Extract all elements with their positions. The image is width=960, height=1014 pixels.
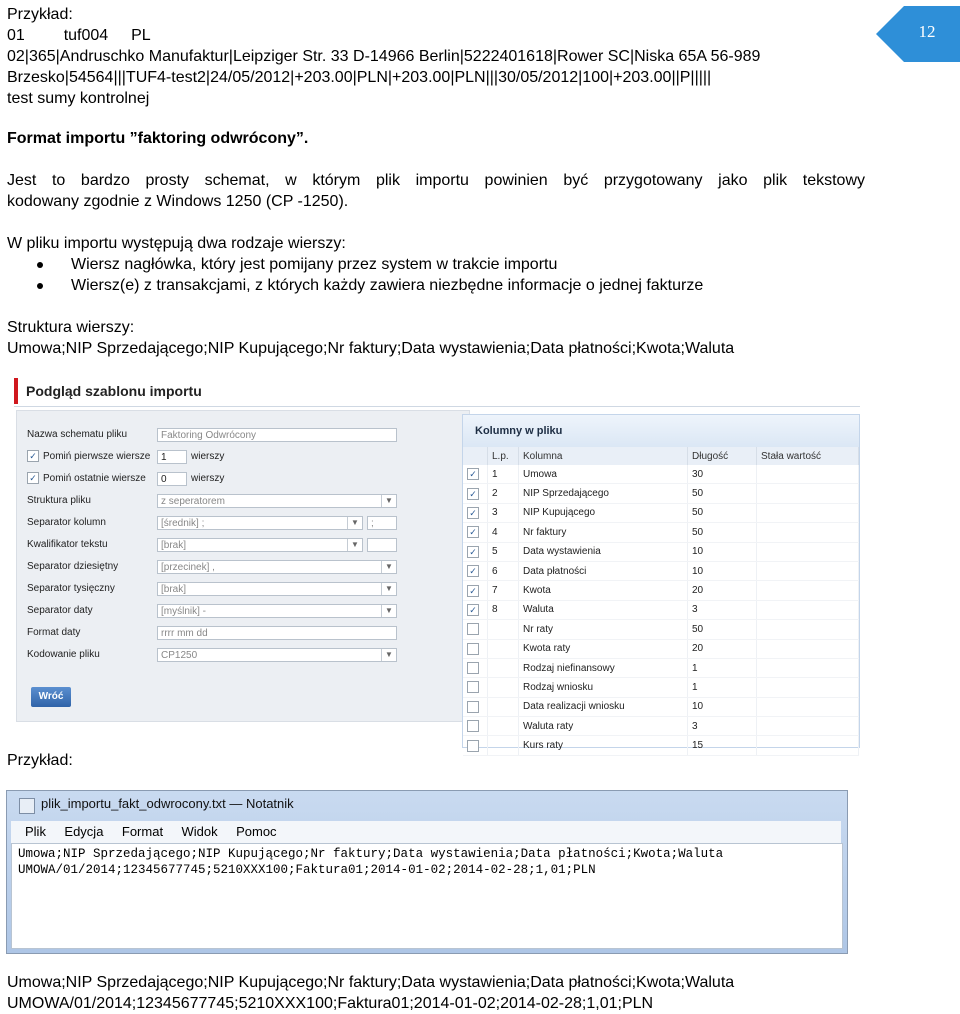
row-length: 1 xyxy=(688,678,757,697)
row-lp: 3 xyxy=(488,503,519,522)
table-row[interactable] xyxy=(463,600,859,619)
row-checkbox[interactable] xyxy=(467,623,479,635)
row-lp xyxy=(488,736,519,755)
notepad-titlebar[interactable] xyxy=(7,791,847,819)
select-value: CP1250 xyxy=(161,650,198,661)
table-row[interactable] xyxy=(463,523,859,542)
notepad-window xyxy=(6,790,848,954)
footer-header-line: Umowa;NIP Sprzedającego;NIP Kupującego;Nr faktury;Data wystawienia;Data płatności;Kwota;Waluta xyxy=(7,974,735,991)
row-lp: 4 xyxy=(488,523,519,542)
file-structure-select[interactable] xyxy=(157,494,397,508)
row-checkbox-cell xyxy=(463,658,488,677)
field-label: Kodowanie pliku xyxy=(27,649,100,660)
row-checkbox-cell xyxy=(463,717,488,736)
table-row[interactable] xyxy=(463,678,859,697)
row-fixed-value xyxy=(757,736,859,755)
row-column-name: Waluta xyxy=(519,600,688,619)
chevron-down-icon[interactable]: ▼ xyxy=(381,605,396,617)
row-checkbox-cell xyxy=(463,465,488,484)
row-checkbox-cell xyxy=(463,697,488,716)
skip-first-suffix: wierszy xyxy=(191,451,225,462)
intro-line-1: Jest to bardzo prosty schemat, w którym plik importu powinien być przygotowany jako plik tekstowy xyxy=(7,172,865,189)
row-length: 50 xyxy=(688,523,757,542)
row-checkbox-cell xyxy=(463,561,488,580)
row-checkbox[interactable]: ✓ xyxy=(467,585,479,597)
row-checkbox-cell xyxy=(463,484,488,503)
column-header: Długość xyxy=(688,447,757,465)
date-format-input[interactable]: rrrr mm dd xyxy=(157,626,397,640)
column-separator-select[interactable] xyxy=(157,516,363,530)
row-column-name: Kurs raty xyxy=(519,736,688,755)
notepad-menubar xyxy=(11,821,841,843)
example-label: Przykład: xyxy=(7,752,73,769)
notepad-line: UMOWA/01/2014;12345677745;5210XXX100;Faktura01;2014-01-02;2014-02-28;1,01;PLN xyxy=(18,863,596,877)
table-row[interactable] xyxy=(463,561,859,580)
row-fixed-value xyxy=(757,561,859,580)
table-row[interactable] xyxy=(463,736,859,755)
row-length: 20 xyxy=(688,581,757,600)
row-checkbox-cell xyxy=(463,503,488,522)
row-checkbox[interactable]: ✓ xyxy=(467,507,479,519)
row-checkbox[interactable] xyxy=(467,701,479,713)
row-length: 50 xyxy=(688,620,757,639)
row-column-name: Rodzaj niefinansowy xyxy=(519,658,688,677)
column-header: Kolumna xyxy=(519,447,688,465)
row-fixed-value xyxy=(757,581,859,600)
row-checkbox[interactable]: ✓ xyxy=(467,468,479,480)
list-item: Wiersz(e) z transakcjami, z których każdy zawiera niezbędne informacje o jednej fakturze xyxy=(7,275,703,296)
row-column-name: NIP Kupującego xyxy=(519,503,688,522)
row-checkbox[interactable]: ✓ xyxy=(467,488,479,500)
row-lp xyxy=(488,678,519,697)
row-checkbox[interactable] xyxy=(467,662,479,674)
table-row[interactable] xyxy=(463,542,859,561)
columns-table-body xyxy=(463,465,859,755)
list-item: Wiersz nagłówka, który jest pomijany przez system w trakcie importu xyxy=(7,254,703,275)
template-form xyxy=(16,410,470,722)
column-header: Stała wartość xyxy=(757,447,859,465)
field-label: Separator tysięczny xyxy=(27,583,115,594)
section-title: Format importu ”faktoring odwrócony”. xyxy=(7,130,309,147)
chevron-down-icon[interactable]: ▼ xyxy=(381,561,396,573)
select-value: [myślnik] - xyxy=(161,606,206,617)
row-length: 1 xyxy=(688,658,757,677)
text-qualifier-custom[interactable] xyxy=(367,538,397,552)
menu-item-edit[interactable]: Edycja xyxy=(64,824,104,839)
checkbox-header xyxy=(463,447,488,465)
row-checkbox[interactable] xyxy=(467,740,479,752)
row-length: 30 xyxy=(688,465,757,484)
example-line-checksum: test sumy kontrolnej xyxy=(7,90,150,107)
table-row[interactable] xyxy=(463,581,859,600)
row-column-name: NIP Sprzedającego xyxy=(519,484,688,503)
row-length: 50 xyxy=(688,503,757,522)
field-label: Separator kolumn xyxy=(27,517,106,528)
example-label-top: Przykład: xyxy=(7,6,73,23)
chevron-down-icon[interactable]: ▼ xyxy=(381,583,396,595)
record-type-01: 01 xyxy=(7,27,25,44)
notepad-line: Umowa;NIP Sprzedającego;NIP Kupującego;Nr faktury;Data wystawienia;Data płatności;Kwota;Waluta xyxy=(18,847,724,861)
row-lp: 1 xyxy=(488,465,519,484)
chevron-down-icon[interactable]: ▼ xyxy=(347,539,362,551)
row-fixed-value xyxy=(757,465,859,484)
preview-title: Podgląd szablonu importu xyxy=(14,378,202,404)
row-fixed-value xyxy=(757,697,859,716)
menu-item-view[interactable]: Widok xyxy=(181,824,218,839)
intro-line-2: kodowany zgodnie z Windows 1250 (CP -1250). xyxy=(7,193,349,210)
row-fixed-value xyxy=(757,678,859,697)
row-fixed-value xyxy=(757,658,859,677)
table-row[interactable] xyxy=(463,697,859,716)
select-value: [brak] xyxy=(161,584,187,595)
select-value: [średnik] ; xyxy=(161,518,205,529)
skip-last-row xyxy=(27,471,146,487)
row-column-name: Kwota xyxy=(519,581,688,600)
table-row[interactable] xyxy=(463,658,859,677)
row-column-name: Umowa xyxy=(519,465,688,484)
example-line-01 xyxy=(7,25,151,46)
select-value: z seperatorem xyxy=(161,496,225,507)
skip-first-row xyxy=(27,449,150,465)
record-country: PL xyxy=(131,27,151,44)
row-fixed-value xyxy=(757,620,859,639)
rows-intro: W pliku importu występują dwa rodzaje wierszy: xyxy=(7,235,346,252)
row-fixed-value xyxy=(757,717,859,736)
row-checkbox[interactable]: ✓ xyxy=(467,546,479,558)
row-checkbox[interactable]: ✓ xyxy=(467,526,479,538)
columns-table xyxy=(463,447,859,756)
row-lp: 6 xyxy=(488,561,519,580)
example-line-02: 02|365|Andruschko Manufaktur|Leipziger Str. 33 D-14966 Berlin|5222401618|Rower SC|Niska 65A 56-989 xyxy=(7,48,761,65)
row-checkbox[interactable] xyxy=(467,681,479,693)
row-lp: 7 xyxy=(488,581,519,600)
row-length: 10 xyxy=(688,697,757,716)
row-column-name: Nr raty xyxy=(519,620,688,639)
field-label: Struktura pliku xyxy=(27,495,91,506)
column-separator-custom[interactable]: ; xyxy=(367,516,397,530)
select-value: [przecinek] , xyxy=(161,562,215,573)
field-label: Separator daty xyxy=(27,605,93,616)
field-label: Format daty xyxy=(27,627,81,638)
example-line-02-cont: Brzesko|54564|||TUF4-test2|24/05/2012|+203.00|PLN|+203.00|PLN|||30/05/2012|100|+203.00||P||||| xyxy=(7,69,712,86)
encoding-select[interactable] xyxy=(157,648,397,662)
row-column-name: Waluta raty xyxy=(519,717,688,736)
footer-data-line: UMOWA/01/2014;12345677745;5210XXX100;Faktura01;2014-01-02;2014-02-28;1,01;PLN xyxy=(7,995,654,1012)
row-length: 10 xyxy=(688,542,757,561)
field-label: Kwalifikator tekstu xyxy=(27,539,108,550)
notepad-title: plik_importu_fakt_odwrocony.txt — Notatnik xyxy=(41,796,294,811)
row-column-name: Data wystawienia xyxy=(519,542,688,561)
row-lp: 2 xyxy=(488,484,519,503)
row-column-name: Data realizacji wniosku xyxy=(519,697,688,716)
skip-first-input[interactable]: 1 xyxy=(157,450,187,464)
row-length: 20 xyxy=(688,639,757,658)
skip-last-checkbox[interactable]: ✓ xyxy=(27,472,39,484)
columns-panel xyxy=(462,414,860,752)
row-length: 3 xyxy=(688,717,757,736)
row-fixed-value xyxy=(757,503,859,522)
preview-divider xyxy=(14,406,860,407)
row-lp: 8 xyxy=(488,600,519,619)
row-checkbox[interactable] xyxy=(467,643,479,655)
row-fixed-value xyxy=(757,600,859,619)
row-checkbox-cell xyxy=(463,736,488,755)
row-checkbox[interactable] xyxy=(467,720,479,732)
row-checkbox-cell xyxy=(463,620,488,639)
row-checkbox-cell xyxy=(463,542,488,561)
table-row[interactable] xyxy=(463,717,859,736)
date-separator-select[interactable] xyxy=(157,604,397,618)
row-fixed-value xyxy=(757,484,859,503)
row-checkbox-cell xyxy=(463,639,488,658)
text-qualifier-select[interactable] xyxy=(157,538,363,552)
row-column-name: Kwota raty xyxy=(519,639,688,658)
row-checkbox-cell xyxy=(463,523,488,542)
record-id: tuf004 xyxy=(63,27,109,44)
notepad-icon xyxy=(19,798,35,814)
row-lp xyxy=(488,697,519,716)
chevron-down-icon[interactable]: ▼ xyxy=(381,649,396,661)
row-column-name: Rodzaj wniosku xyxy=(519,678,688,697)
select-value: [brak] xyxy=(161,540,187,551)
row-types-list xyxy=(7,254,703,296)
field-label: Nazwa schematu pliku xyxy=(27,429,128,440)
row-length: 15 xyxy=(688,736,757,755)
row-checkbox-cell xyxy=(463,678,488,697)
notepad-text-area[interactable] xyxy=(11,843,843,949)
row-length: 3 xyxy=(688,600,757,619)
row-lp xyxy=(488,620,519,639)
field-label: Pomiń pierwsze wiersze xyxy=(43,451,151,462)
page-number: 12 xyxy=(918,22,936,41)
table-row[interactable] xyxy=(463,484,859,503)
row-fixed-value xyxy=(757,523,859,542)
menu-item-format[interactable]: Format xyxy=(121,824,164,839)
column-header: L.p. xyxy=(488,447,519,465)
row-lp xyxy=(488,658,519,677)
row-length: 10 xyxy=(688,561,757,580)
chevron-down-icon[interactable]: ▼ xyxy=(381,495,396,507)
row-lp: 5 xyxy=(488,542,519,561)
row-fixed-value xyxy=(757,639,859,658)
row-checkbox-cell xyxy=(463,581,488,600)
row-checkbox-cell xyxy=(463,600,488,619)
table-row[interactable] xyxy=(463,639,859,658)
skip-last-input[interactable]: 0 xyxy=(157,472,187,486)
field-label: Pomiń ostatnie wiersze xyxy=(43,473,146,484)
field-label: Separator dziesiętny xyxy=(27,561,119,572)
table-row[interactable] xyxy=(463,465,859,484)
back-button[interactable]: Wróć xyxy=(31,687,71,707)
template-preview xyxy=(14,378,860,750)
table-row[interactable] xyxy=(463,503,859,522)
menu-item-file[interactable]: Plik xyxy=(25,824,46,839)
row-lp xyxy=(488,639,519,658)
schema-name-input[interactable]: Faktoring Odwrócony xyxy=(157,428,397,442)
skip-last-suffix: wierszy xyxy=(191,473,225,484)
table-row[interactable] xyxy=(463,620,859,639)
columns-title: Kolumny w pliku xyxy=(463,415,859,447)
row-fixed-value xyxy=(757,542,859,561)
decimal-separator-select[interactable] xyxy=(157,560,397,574)
skip-first-checkbox[interactable]: ✓ xyxy=(27,450,39,462)
row-checkbox[interactable]: ✓ xyxy=(467,604,479,616)
row-length: 50 xyxy=(688,484,757,503)
row-column-name: Nr faktury xyxy=(519,523,688,542)
row-column-name: Data płatności xyxy=(519,561,688,580)
structure-value: Umowa;NIP Sprzedającego;NIP Kupującego;Nr faktury;Data wystawienia;Data płatności;Kwota;Waluta xyxy=(7,340,735,357)
menu-item-help[interactable]: Pomoc xyxy=(236,824,277,839)
thousands-separator-select[interactable] xyxy=(157,582,397,596)
chevron-down-icon[interactable]: ▼ xyxy=(347,517,362,529)
row-checkbox[interactable]: ✓ xyxy=(467,565,479,577)
structure-label: Struktura wierszy: xyxy=(7,319,135,336)
page-number-marker xyxy=(874,4,960,64)
row-lp xyxy=(488,717,519,736)
